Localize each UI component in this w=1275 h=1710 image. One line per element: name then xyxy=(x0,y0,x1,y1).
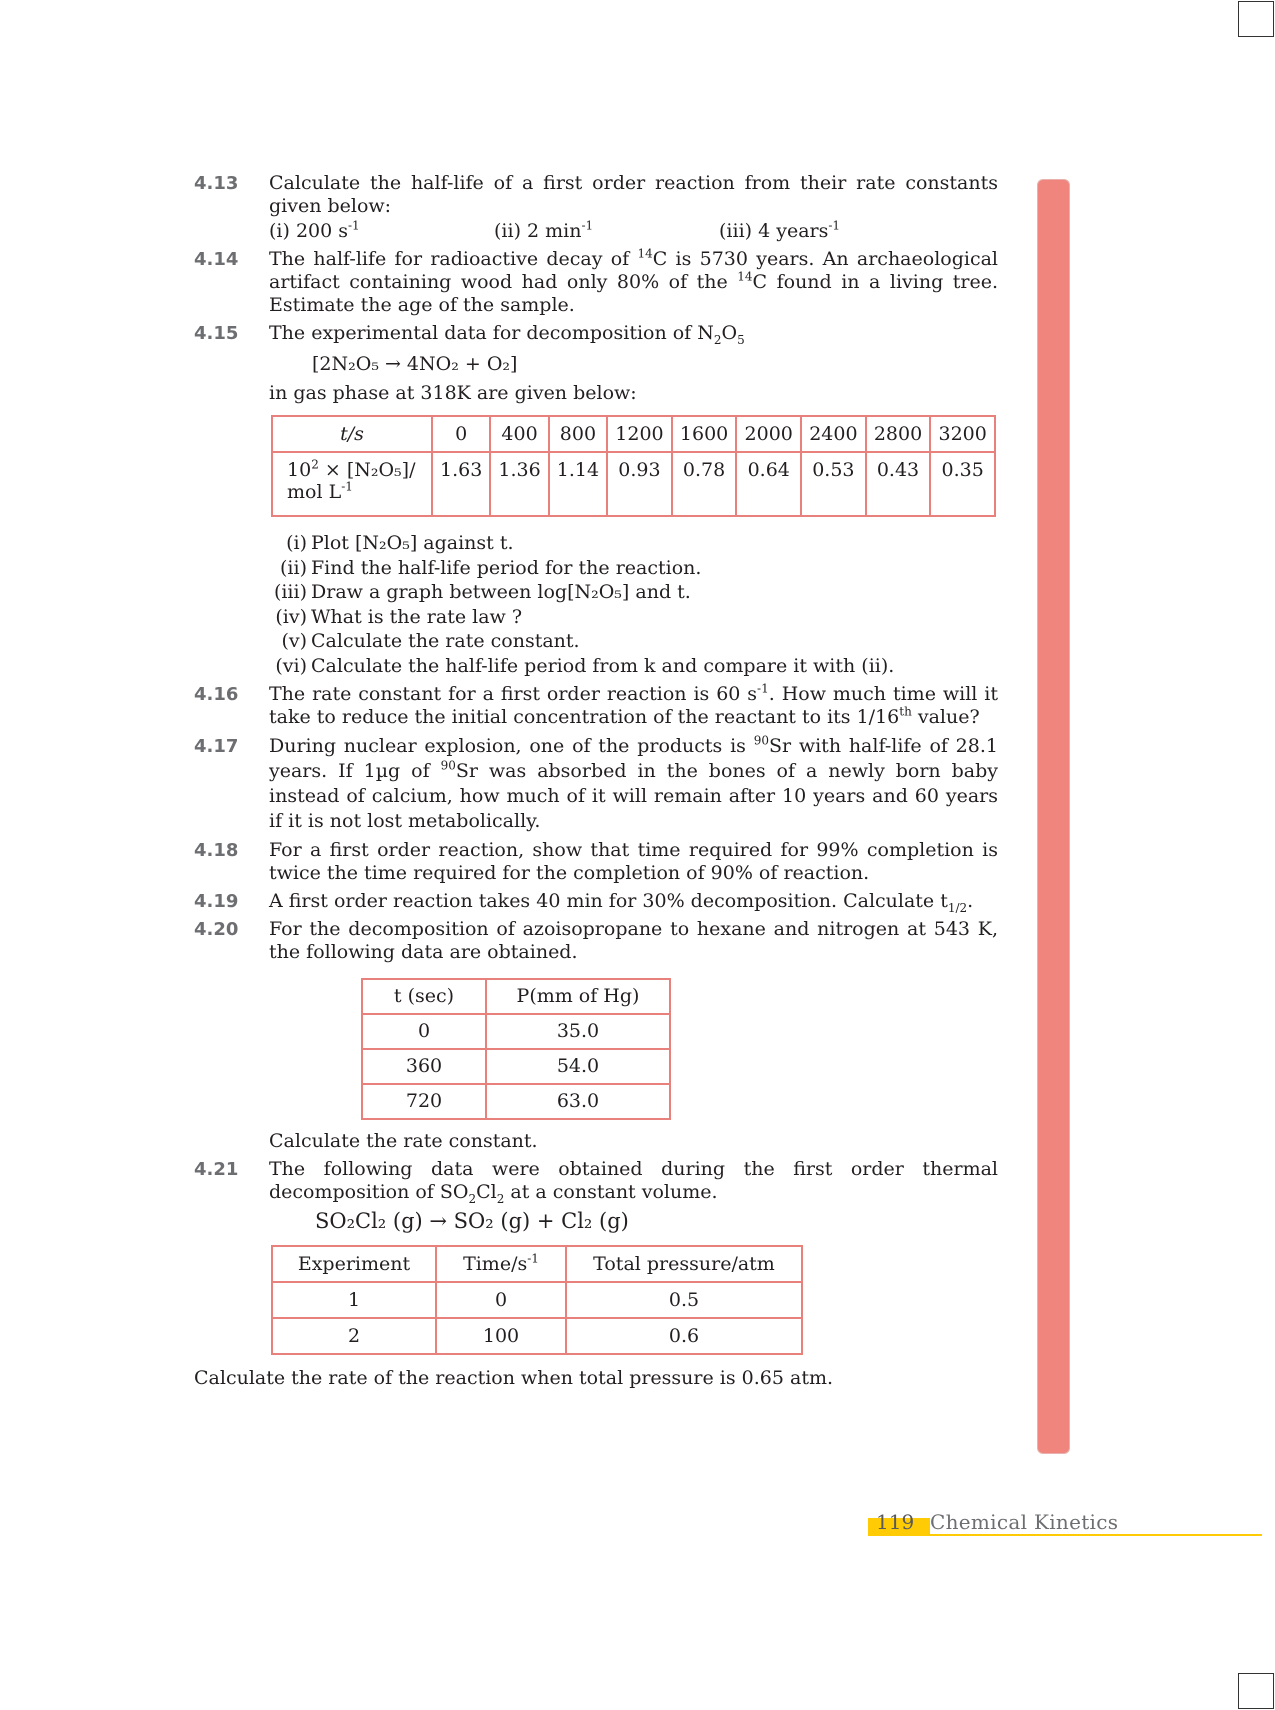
table-cell: 0 xyxy=(362,1014,486,1049)
question-4-15 xyxy=(194,322,998,678)
table-header: Experiment xyxy=(272,1246,436,1282)
question-followup: Calculate the rate constant. xyxy=(269,1130,538,1152)
question-number: 4.17 xyxy=(194,736,239,757)
option-ii: (ii) 2 $\min^{-1}$ xyxy=(494,218,594,242)
table-cell: 1600 xyxy=(672,416,737,452)
question-4-18 xyxy=(194,839,998,885)
footer-rule xyxy=(868,1534,1262,1536)
table-row xyxy=(362,979,670,1014)
table-cell: 400 xyxy=(490,416,548,452)
subparts-list xyxy=(273,531,998,678)
table-cell: 2000 xyxy=(736,416,801,452)
side-accent-bar xyxy=(1038,180,1069,1453)
table-cell: 35.0 xyxy=(486,1014,670,1049)
table-cell: 0.64 xyxy=(736,452,801,516)
subpart-iii: (iii) Draw a graph between log[N₂O₅] and t. xyxy=(273,581,691,603)
question-text: The experimental data for decomposition of $N_2O_5$ xyxy=(269,322,745,347)
question-number: 4.13 xyxy=(194,173,239,194)
question-number: 4.20 xyxy=(194,919,239,940)
table-cell: 54.0 xyxy=(486,1049,670,1084)
crop-mark-bottom xyxy=(1238,1673,1274,1709)
page-number: 119 xyxy=(876,1510,915,1534)
option-i: (i) 200 $s^{-1}$ xyxy=(269,218,360,242)
table-header: $10^2 \times [N_2O_5]/$ mol $L^{-1}$ xyxy=(272,452,432,516)
table-cell: 0.5 xyxy=(566,1282,802,1318)
table-cell: 0 xyxy=(436,1282,566,1318)
table-cell: 2 xyxy=(272,1318,436,1354)
table-cell: 800 xyxy=(549,416,607,452)
question-4-14 xyxy=(194,248,998,317)
table-cell: 0.43 xyxy=(866,452,931,516)
table-cell: 1200 xyxy=(607,416,672,452)
question-4-17 xyxy=(194,734,998,834)
azoisopropane-table xyxy=(361,978,671,1120)
n2o5-data-table xyxy=(271,415,996,517)
table-cell: 1 xyxy=(272,1282,436,1318)
table-header: t/s xyxy=(272,416,432,452)
table-cell: 720 xyxy=(362,1084,486,1119)
question-text: A first order reaction takes 40 min for 30% decomposition. Calculate $t_{1/2}$. xyxy=(269,890,974,915)
question-text: The following data were obtained during the first order thermal decomposition of $SO_2Cl_2$ at a constant volume. xyxy=(269,1158,998,1206)
table-cell: 1.63 xyxy=(432,452,490,516)
table-row xyxy=(272,1318,802,1354)
question-number: 4.14 xyxy=(194,249,239,270)
table-cell: 0.93 xyxy=(607,452,672,516)
options-row xyxy=(269,220,998,243)
table-row xyxy=(272,1282,802,1318)
question-4-13 xyxy=(194,172,998,243)
table-header: P(mm of Hg) xyxy=(486,979,670,1014)
table-cell: 0.53 xyxy=(801,452,866,516)
table-row xyxy=(272,452,995,516)
question-4-16 xyxy=(194,683,998,729)
subpart-ii: (ii) Find the half-life period for the reaction. xyxy=(280,556,702,579)
table-cell: 2800 xyxy=(866,416,931,452)
table-cell: 0.35 xyxy=(930,452,995,516)
table-cell: 2400 xyxy=(801,416,866,452)
question-4-19 xyxy=(194,890,998,913)
table-cell: 1.14 xyxy=(549,452,607,516)
table-row xyxy=(272,416,995,452)
exercise-content xyxy=(194,172,998,1409)
table-row xyxy=(362,1049,670,1084)
subpart-v: (v) Calculate the rate constant. xyxy=(281,630,580,652)
table-cell: 1.36 xyxy=(490,452,548,516)
table-row xyxy=(362,1014,670,1049)
option-iii: (iii) 4 years$^{-1}$ xyxy=(719,218,841,242)
question-number: 4.18 xyxy=(194,840,239,861)
question-text: For a first order reaction, show that time required for 99% completion is twice the time required for the completion of 90% of reaction. xyxy=(269,839,998,884)
subpart-vi: (vi) Calculate the half-life period from k and compare it with (ii). xyxy=(275,654,895,677)
question-text: The half-life for radioactive decay of $^{14}$C is 5730 years. An archaeological artifact containing wood had only 80% of the $^{14}$C found in a living tree. Estimate the age of the sample. xyxy=(269,246,999,316)
table-cell: 3200 xyxy=(930,416,995,452)
table-cell: 0.6 xyxy=(566,1318,802,1354)
question-text: The rate constant for a first order reaction is 60 $s^{-1}$. How much time will it take to reduce the initial concentration of the reactant to its 1/16th value? xyxy=(269,681,998,728)
table-cell: 0.78 xyxy=(672,452,737,516)
subpart-i: (i) Plot [N₂O₅] against t. xyxy=(286,532,514,554)
question-text-continued: in gas phase at 318K are given below: xyxy=(269,382,637,404)
table-header: Total pressure/atm xyxy=(566,1246,802,1282)
question-number: 4.21 xyxy=(194,1159,239,1180)
running-title: Chemical Kinetics xyxy=(930,1510,1119,1534)
final-instruction: Calculate the rate of the reaction when total pressure is 0.65 atm. xyxy=(194,1367,834,1389)
question-4-21 xyxy=(194,1158,998,1355)
reaction-equation: SO₂Cl₂ (g) → SO₂ (g) + Cl₂ (g) xyxy=(315,1209,629,1233)
question-text: For the decomposition of azoisopropane to hexane and nitrogen at 543 K, the following data are obtained. xyxy=(269,918,998,963)
table-header: Time/$s^{-1}$ xyxy=(436,1246,566,1282)
question-4-20 xyxy=(194,918,998,1153)
table-cell: 63.0 xyxy=(486,1084,670,1119)
question-number: 4.15 xyxy=(194,323,239,344)
table-row xyxy=(362,1084,670,1119)
so2cl2-table xyxy=(271,1245,803,1355)
question-text: During nuclear explosion, one of the products is $^{90}$Sr with half-life of 28.1 years. If 1µg of $^{90}$Sr was absorbed in the bones of a newly born baby instead of calcium, how much of it will remain after 10 years and 60 years if it is not lost metabolically. xyxy=(269,733,999,832)
subpart-iv: (iv) What is the rate law ? xyxy=(275,605,523,628)
question-number: 4.16 xyxy=(194,684,239,705)
question-text: Calculate the half-life of a first order reaction from their rate constants given below: xyxy=(269,172,998,217)
table-cell: 100 xyxy=(436,1318,566,1354)
question-number: 4.19 xyxy=(194,891,239,912)
table-row xyxy=(272,1246,802,1282)
crop-mark-top xyxy=(1238,1,1274,37)
table-cell: 0 xyxy=(432,416,490,452)
table-cell: 360 xyxy=(362,1049,486,1084)
page-footer xyxy=(868,1508,1262,1538)
reaction-equation: [2N₂O₅ → 4NO₂ + O₂] xyxy=(312,353,518,375)
table-header: t (sec) xyxy=(362,979,486,1014)
